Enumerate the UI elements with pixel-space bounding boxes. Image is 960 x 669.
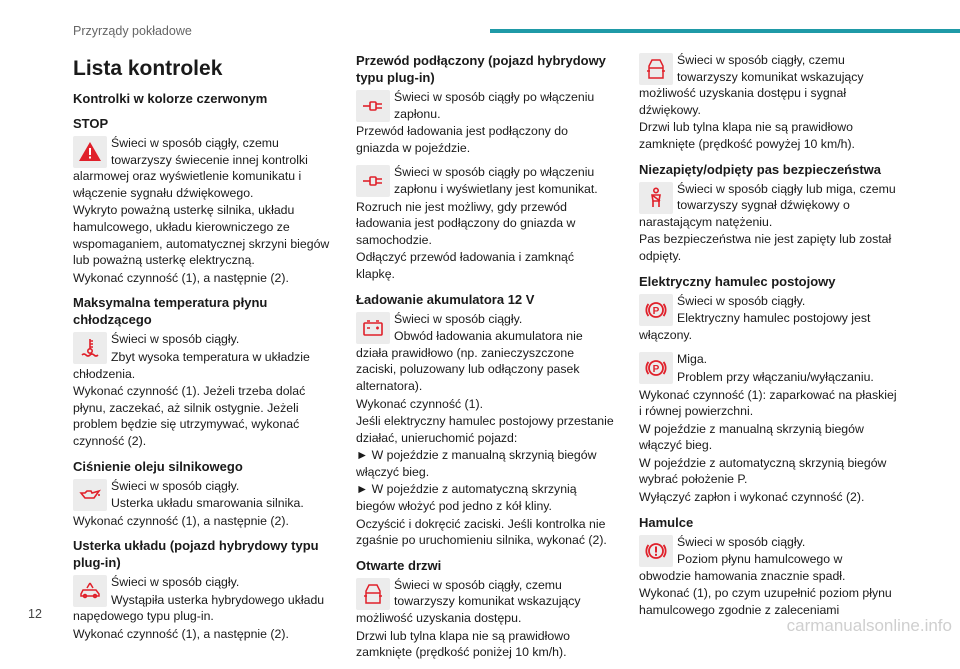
entry-title: Ładowanie akumulatora 12 V	[356, 291, 535, 307]
entry-door-open-sound	[639, 52, 897, 154]
entry-title: Maksymalna temperatura płynu chłodzącego	[73, 295, 268, 328]
parking-brake-icon	[639, 352, 673, 384]
door-open-icon	[356, 578, 390, 610]
entry-title: Otwarte drzwi	[356, 557, 442, 573]
entry-text: Wykonać (1), po czym uzupełnić poziom płynu hamulcowego zgodnie z zaleceniami	[639, 586, 892, 618]
entry-text: Świeci w sposób ciągły po włączeniu zapłonu.	[394, 90, 595, 121]
entry-title: Niezapięty/odpięty pas bezpieczeństwa	[639, 161, 882, 177]
column-1	[73, 52, 331, 651]
entry-seatbelt	[639, 161, 897, 266]
entry-text: Drzwi lub tylna klapa nie są prawidłowo zamknięte (prędkość powyżej 10 km/h).	[639, 120, 855, 151]
entry-text: Wykonać czynność (1).	[356, 396, 483, 411]
entry-title: Przewód podłączony (pojazd hybrydowy typu plug-in)	[356, 53, 606, 85]
header-accent-bar	[490, 29, 960, 33]
entry-text: Oczyścić i dokręcić zaciski. Jeśli kontrolka nie zgaśnie po uruchomieniu silnika, wykonać (2).	[356, 516, 607, 548]
entry-text: Świeci w sposób ciągły.	[677, 534, 806, 549]
svg-text:P: P	[652, 364, 660, 376]
hybrid-fault-icon	[73, 575, 107, 607]
entry-text: ► W pojeździe z manualną skrzynią biegów włączyć bieg.	[356, 448, 597, 479]
svg-text:P: P	[652, 305, 660, 317]
entry-text: Poziom płynu hamulcowego w obwodzie hamowania znacznie spadł.	[639, 552, 846, 583]
entry-text: W pojeździe z automatyczną skrzynią biegów wybrać położenie P.	[639, 455, 887, 487]
entry-coolant-temperature	[73, 294, 331, 450]
entry-text: Problem przy włączaniu/wyłączaniu.	[677, 369, 874, 384]
column-2	[356, 52, 614, 669]
entry-charging-cable	[356, 52, 614, 157]
section-subtitle: Kontrolki w kolorze czerwonym	[73, 91, 268, 106]
entry-text: Wykonać czynność (1): zaparkować na płaskiej i równej powierzchni.	[639, 387, 897, 419]
entry-stop	[73, 115, 331, 287]
seatbelt-icon	[639, 182, 673, 214]
entry-text: Świeci w sposób ciągły po włączeniu zapłonu i wyświetlany jest komunikat.	[394, 165, 598, 196]
oil-pressure-icon	[73, 479, 107, 511]
entry-text: Przewód ładowania jest podłączony do gniazda w pojeździe.	[356, 124, 568, 155]
entry-title: Elektryczny hamulec postojowy	[639, 273, 836, 289]
entry-title: Ciśnienie oleju silnikowego	[73, 458, 243, 474]
entry-brakes	[639, 514, 897, 620]
entry-title: Hamulce	[639, 514, 694, 530]
entry-text: Wyłączyć zapłon i wykonać czynność (2).	[639, 490, 865, 505]
column-3	[639, 52, 897, 627]
entry-text: ► W pojeździe z automatyczną skrzynią biegów włożyć pod jedno z kół kliny.	[356, 482, 577, 514]
entry-text: Świeci w sposób ciągły, czemu towarzyszy świecenie innej kontrolki alarmowej oraz wyświetlenie komunikatu i włączenie sygnału dźwiękowego.	[73, 136, 308, 200]
entry-text: Wystąpiła usterka hybrydowego układu napędowego typu plug-in.	[73, 592, 325, 624]
entry-text: Wykonać czynność (1), a następnie (2).	[73, 627, 289, 642]
page-title: Lista kontrolek	[73, 57, 223, 80]
entry-text: Wykonać czynność (1), a następnie (2).	[73, 270, 289, 285]
coolant-temperature-icon	[73, 332, 107, 364]
entry-door-open	[356, 557, 614, 662]
entry-title: STOP	[73, 116, 109, 131]
entry-text: Wykryto poważną usterkę silnika, układu hamulcowego, układu kierowniczego ze wspomaganiem, automatycznej skrzyni biegów lub poważną usterkę elektryczną.	[73, 203, 330, 268]
entry-text: Drzwi lub tylna klapa nie są prawidłowo zamknięte (prędkość poniżej 10 km/h).	[356, 628, 570, 660]
entry-text: Zbyt wysoka temperatura w układzie chłodzenia.	[73, 349, 310, 381]
page-number: 12	[28, 607, 42, 621]
entry-hybrid-fault	[73, 537, 331, 643]
entry-oil-pressure	[73, 458, 331, 531]
header-title: Przyrządy pokładowe	[73, 24, 192, 38]
entry-text: Świeci w sposób ciągły, czemu towarzyszy komunikat wskazujący możliwość uzyskania dostępu.	[356, 577, 581, 626]
entry-text: Miga.	[677, 352, 708, 367]
entry-text: Elektryczny hamulec postojowy jest włączony.	[639, 311, 871, 342]
charging-cable-icon	[356, 90, 390, 122]
parking-brake-icon	[639, 294, 673, 326]
watermark: carmanualsonline.info	[786, 616, 952, 635]
entry-text: Wykonać czynność (1). Jeżeli trzeba dolać płynu, zaczekać, aż silnik ostygnie. Jeżeli problem będzie się utrzymywać, wykonać czynność (2).	[73, 384, 306, 448]
entry-parking-brake	[639, 273, 897, 345]
entry-text: W pojeździe z manualną skrzynią biegów włączyć bieg.	[639, 421, 864, 453]
entry-text: Pas bezpieczeństwa nie jest zapięty lub został odpięty.	[639, 232, 892, 263]
entry-text: Wykonać czynność (1), a następnie (2).	[73, 513, 289, 528]
stop-warning-icon	[73, 136, 107, 168]
entry-charging-cable-message	[356, 164, 614, 283]
entry-text: Obwód ładowania akumulatora nie działa prawidłowo (np. zanieczyszczone zaciski, poluzowany lub odłączony pasek alternatora).	[356, 329, 583, 393]
entry-text: Świeci w sposób ciągły lub miga, czemu towarzyszy sygnał dźwiękowy o narastającym natężeniu.	[639, 181, 896, 229]
entry-text: Świeci w sposób ciągły.	[111, 478, 240, 493]
entry-text: Świeci w sposób ciągły.	[394, 311, 523, 326]
entry-title: Usterka układu (pojazd hybrydowy typu plug-in)	[73, 538, 319, 571]
entry-text: Jeśli elektryczny hamulec postojowy przestanie działać, unieruchomić pojazd:	[356, 414, 614, 445]
door-open-icon	[639, 53, 673, 85]
entry-parking-brake-flashing	[639, 351, 897, 506]
entry-text: Świeci w sposób ciągły.	[677, 293, 806, 308]
entry-text: Świeci w sposób ciągły.	[111, 332, 240, 347]
entry-text: Odłączyć przewód ładowania i zamknąć klapkę.	[356, 250, 575, 281]
entry-text: Rozruch nie jest możliwy, gdy przewód ładowania jest podłączony do gniazda w samochodzie.	[356, 199, 576, 247]
charging-cable-icon	[356, 165, 390, 197]
brake-icon	[639, 535, 673, 567]
entry-text: Świeci w sposób ciągły.	[111, 575, 240, 590]
entry-text: Usterka układu smarowania silnika.	[111, 496, 304, 511]
entry-text: Świeci w sposób ciągły, czemu towarzyszy komunikat wskazujący możliwość uzyskania dostępu i sygnał dźwiękowy.	[639, 53, 864, 117]
entry-battery-charging	[356, 291, 614, 550]
battery-icon	[356, 312, 390, 344]
